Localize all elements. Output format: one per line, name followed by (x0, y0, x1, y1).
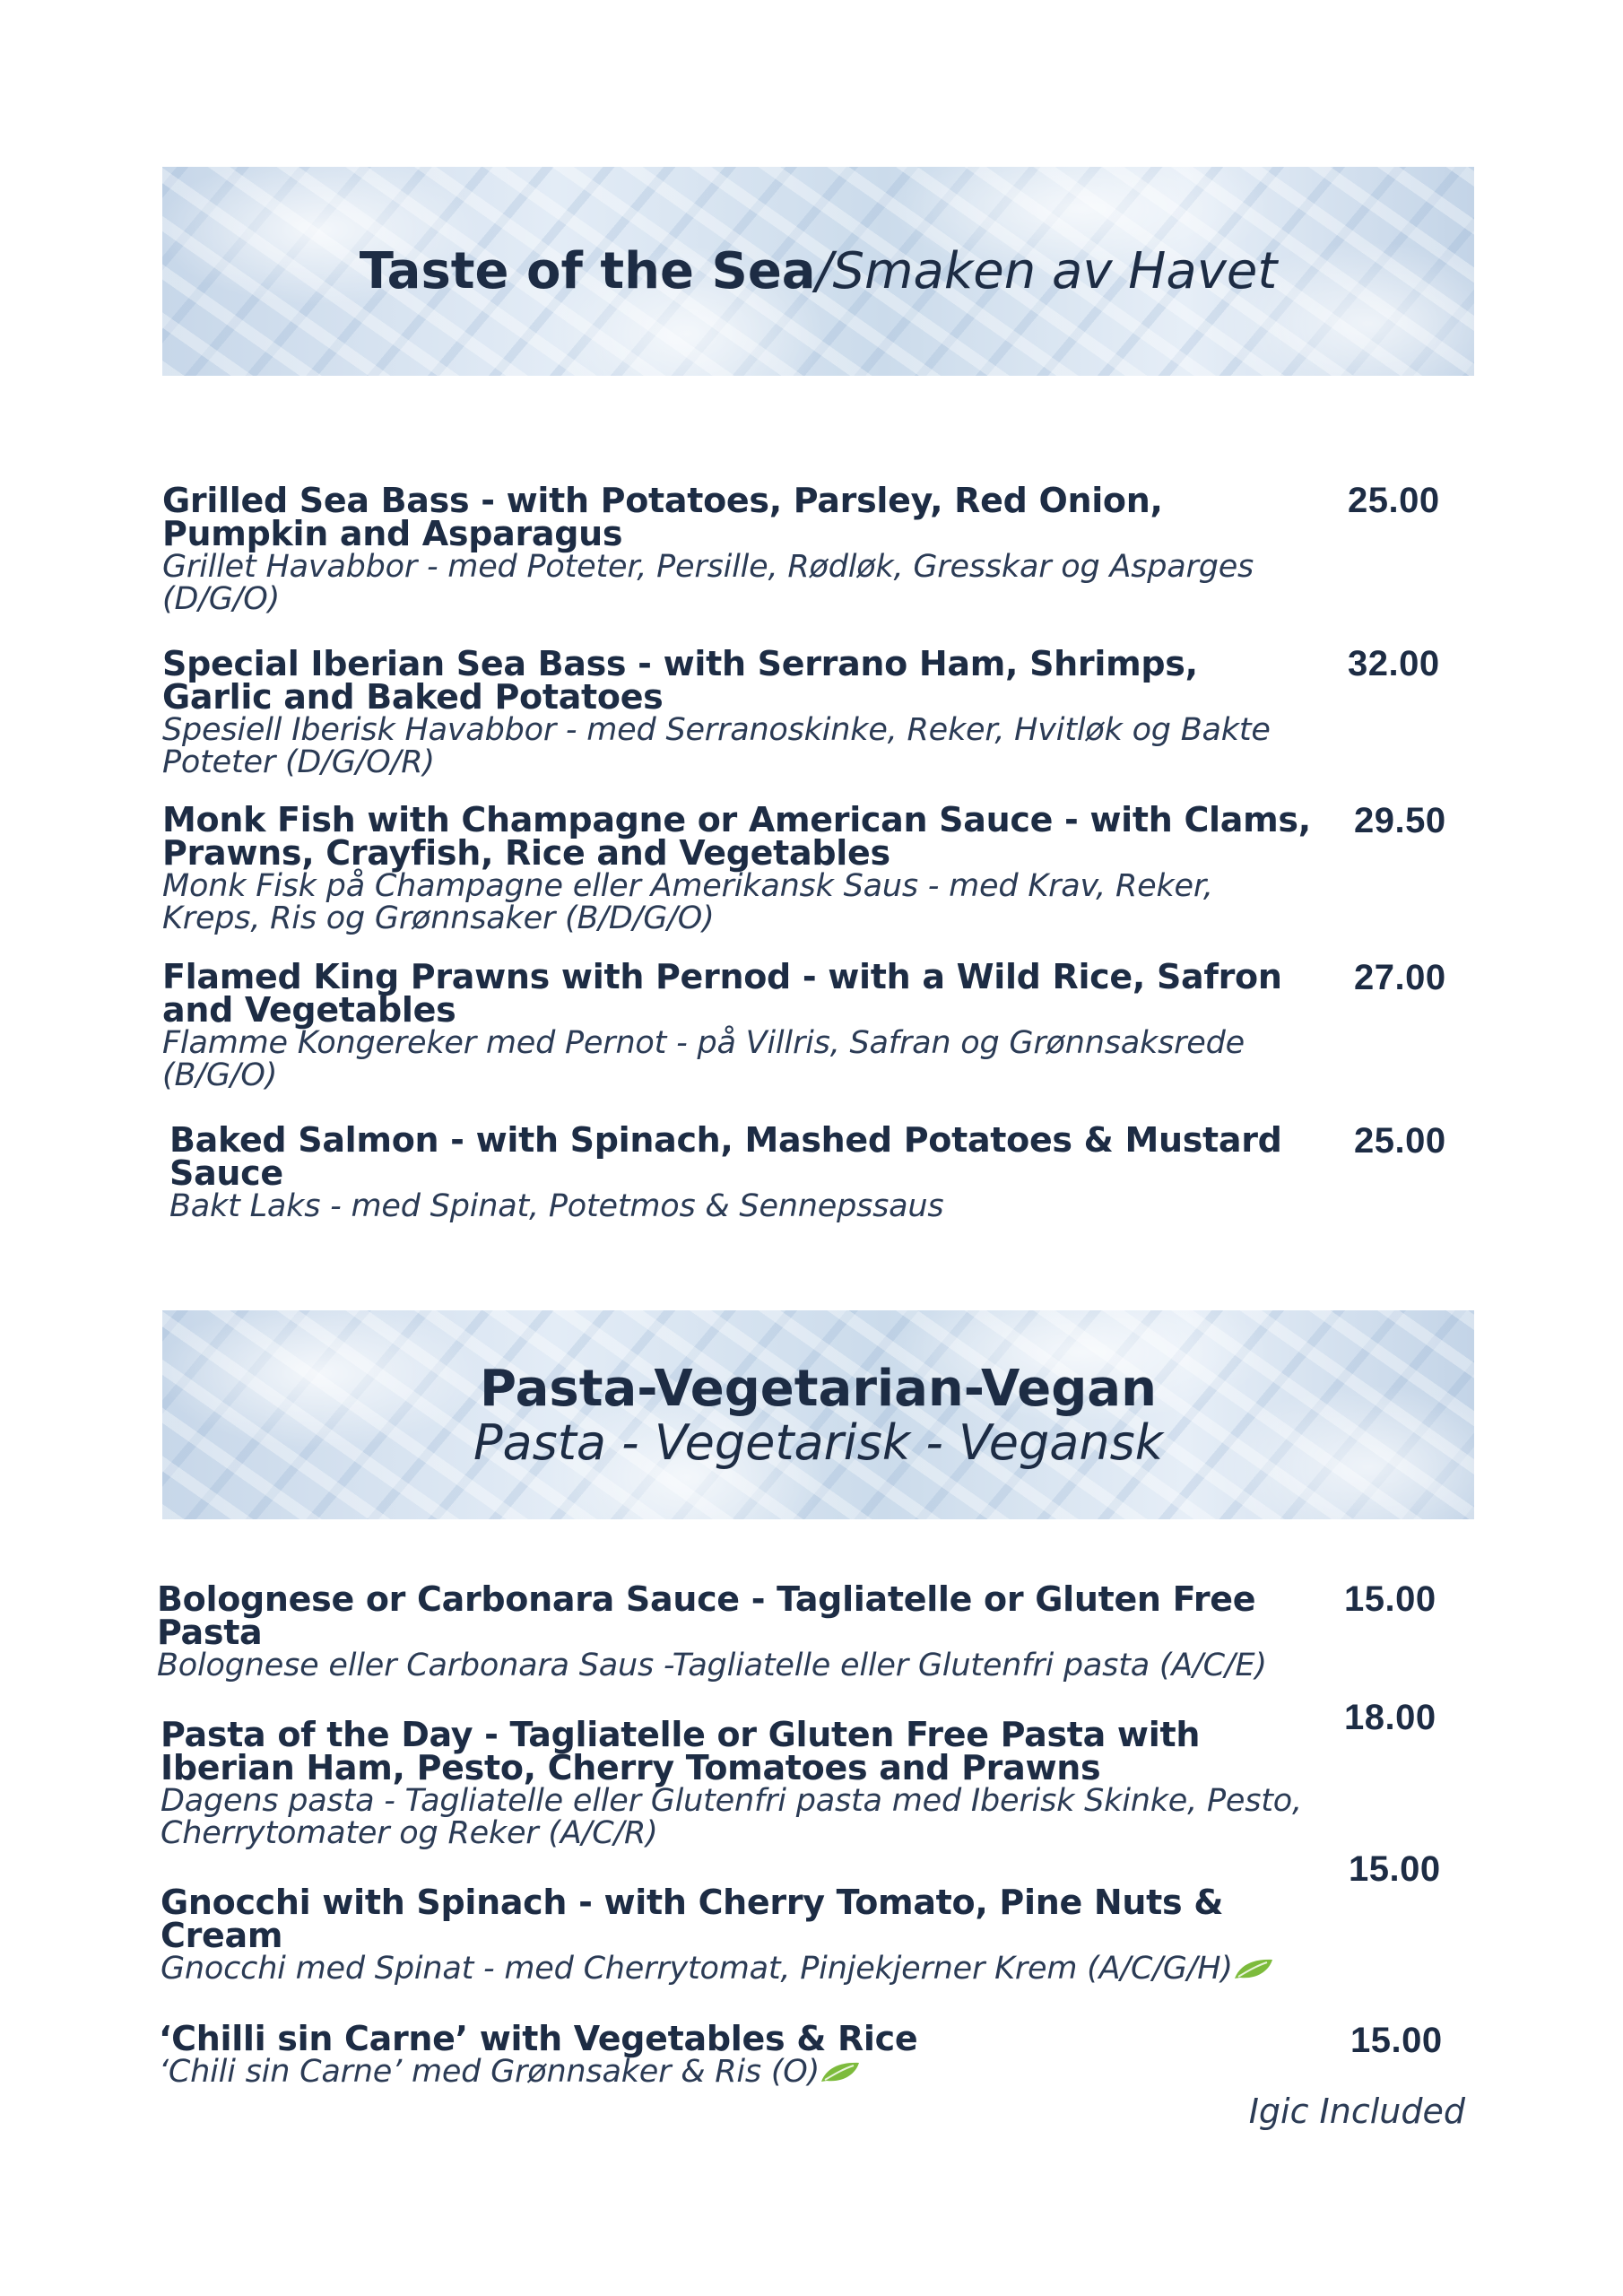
price: 27.00 (1354, 958, 1446, 997)
section-banner-sea (162, 167, 1474, 376)
igic-note: Igic Included (1248, 2092, 1465, 2131)
menu-item-monk-fish: Monk Fish with Champagne or American Sauce - with Clams, Prawns, Crayfish, Rice and Vegetables Monk Fisk på Champagne eller Amerikansk Saus - med Krav, Reker, Kreps, Ris og Grønnsaker (B/D/G/O) (162, 800, 1311, 936)
menu-item-iberian-sea-bass: Special Iberian Sea Bass - with Serrano Ham, Shrimps, Garlic and Baked Potatoes Spesiell Iberisk Havabbor - med Serranoskinke, Reker, Hvitløk og Bakte Poteter (D/G/O/R) (162, 644, 1271, 780)
price: 15.00 (1350, 2021, 1443, 2060)
section-banner-pasta (162, 1310, 1474, 1519)
menu-item-gnocchi: Gnocchi with Spinach - with Cherry Tomato, Pine Nuts & Cream Gnocchi med Spinat - med Cherrytomat, Pinjekjerner Krem (A/C/G/H) (161, 1886, 1317, 1985)
price: 25.00 (1354, 1121, 1446, 1161)
price: 32.00 (1348, 644, 1440, 683)
section-subtitle-pasta: Pasta - Vegetarisk - Vegansk (473, 1413, 1164, 1471)
menu-item-pasta-of-the-day: Pasta of the Day - Tagliatelle or Gluten Free Pasta with Iberian Ham, Pesto, Cherry Tomatoes and Prawns Dagens pasta - Tagliatelle eller Glutenfri pasta med Iberisk Skinke, Pesto, Cherrytomater og Reker (A/C/R) (161, 1715, 1302, 1851)
menu-item-king-prawns: Flamed King Prawns with Pernod - with a Wild Rice, Safron and Vegetables Flamme Kongereker med Pernot - på Villris, Safran og Grønnsaksrede (B/G/O) (162, 957, 1282, 1093)
price: 18.00 (1344, 1698, 1436, 1737)
price: 25.00 (1348, 481, 1440, 520)
vegan-leaf-icon (820, 2060, 861, 2083)
section-title-sea: Taste of the Sea/Smaken av Havet (359, 241, 1278, 300)
vegan-leaf-icon (1233, 1957, 1274, 1980)
menu-item-baked-salmon: Baked Salmon - with Spinach, Mashed Potatoes & Mustard Sauce Bakt Laks - med Spinat, Potetmos & Sennepssaus (169, 1120, 1282, 1224)
price: 15.00 (1349, 1849, 1441, 1889)
menu-item-grilled-sea-bass: Grilled Sea Bass - with Potatoes, Parsley, Red Onion, Pumpkin and Asparagus Grillet Havabbor - med Poteter, Persille, Rødløk, Gresskar og Asparges (D/G/O) (162, 481, 1254, 617)
price: 15.00 (1344, 1579, 1436, 1619)
section-title-pasta: Pasta-Vegetarian-Vegan (480, 1359, 1157, 1418)
price: 29.50 (1354, 801, 1446, 840)
menu-item-bolognese: Bolognese or Carbonara Sauce - Tagliatelle or Gluten Free Pasta Bolognese eller Carbonara Saus -Tagliatelle eller Glutenfri pasta (A/C/E) (157, 1579, 1267, 1683)
menu-item-chilli-sin-carne: ‘Chilli sin Carne’ with Vegetables & Rice ‘Chili sin Carne’ med Grønnsaker & Ris (O) (159, 2019, 918, 2090)
